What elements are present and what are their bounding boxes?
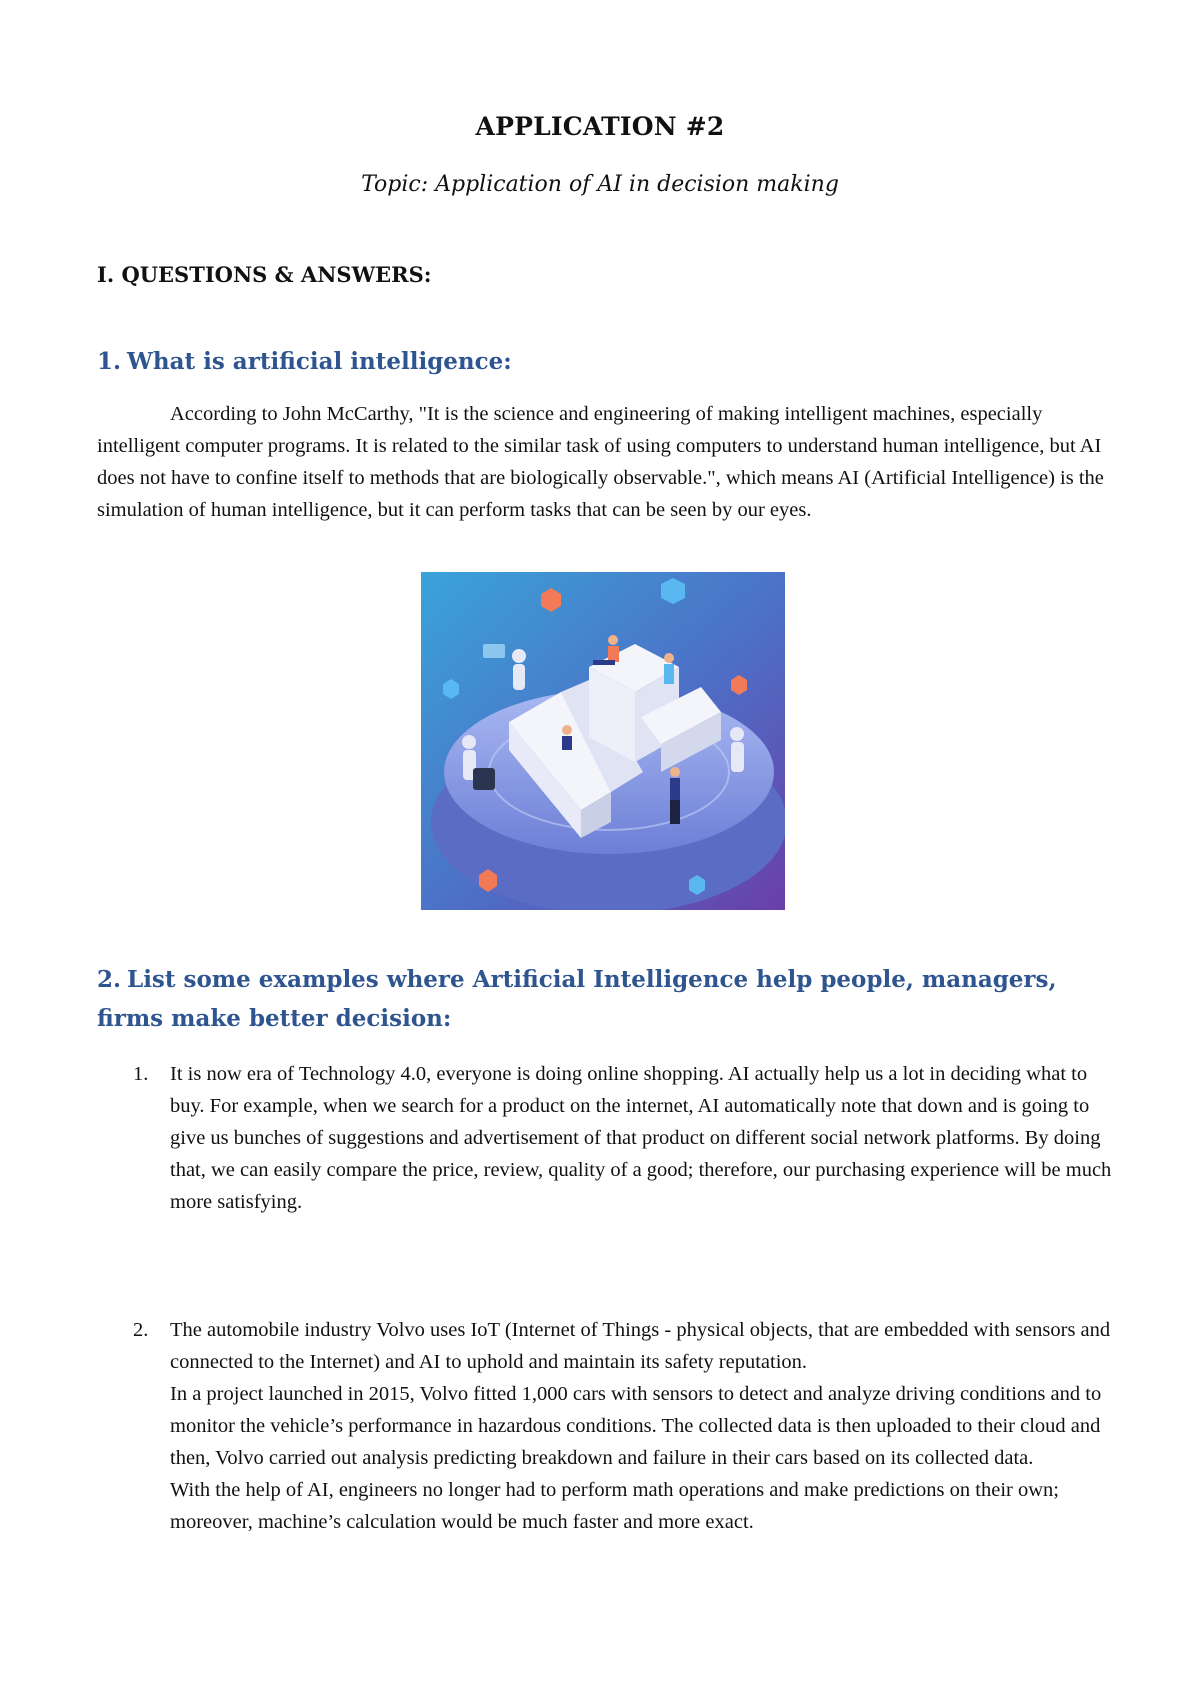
question-2-title: List some examples where Artificial Intelligence help people, managers, firms make better decision:	[97, 966, 1057, 1032]
question-1-title: What is artificial intelligence:	[127, 348, 512, 375]
ai-illustration-graphic	[421, 572, 785, 910]
ai-illustration	[421, 572, 785, 910]
list-item	[97, 1314, 1117, 1538]
examples-list-continued	[97, 1314, 1117, 1538]
list-item-marker: 2.	[133, 1319, 149, 1341]
list-item-text: With the help of AI, engineers no longer had to perform math operations and make predictions on their own; moreover, machine’s calculation would be much faster and more exact.	[170, 1479, 1059, 1533]
list-item-marker: 1.	[133, 1063, 149, 1085]
document-title: APPLICATION #2	[475, 112, 725, 141]
list-item-text: It is now era of Technology 4.0, everyone is doing online shopping. AI actually help us a lot in deciding what to buy. For example, when we search for a product on the internet, AI automatically note that down and is going to give us bunches of suggestions and advertisement of that product on different social network platforms. By doing that, we can easily compare the price, review, quality of a good; therefore, our purchasing experience will be much more satisfying.	[170, 1063, 1112, 1213]
list-item	[97, 1058, 1117, 1218]
question-1-paragraph: According to John McCarthy, "It is the science and engineering of making intelligent machines, especially intelligent computer programs. It is related to the similar task of using computers to understand human intelligence, but AI does not have to confine itself to methods that are biologically observable.", which means AI (Artificial Intelligence) is the simulation of human intelligence, but it can perform tasks that can be seen by our eyes.	[97, 403, 1104, 521]
list-item-text: In a project launched in 2015, Volvo fitted 1,000 cars with sensors to detect and analyze driving conditions and to monitor the vehicle’s performance in hazardous conditions. The collected data is then uploaded to their cloud and then, Volvo carried out analysis predicting breakdown and failure in their cars based on its collected data.	[170, 1383, 1102, 1469]
list-item-text: The automobile industry Volvo uses IoT (Internet of Things - physical objects, that are embedded with sensors and connected to the Internet) and AI to uphold and maintain its safety reputation.	[170, 1319, 1111, 1373]
question-1-heading	[97, 342, 1107, 381]
question-2-number: 2.	[97, 966, 122, 993]
examples-list	[97, 1058, 1117, 1218]
document-topic: Topic: Application of AI in decision making	[361, 172, 839, 197]
question-1-number: 1.	[97, 348, 122, 375]
section-heading: I. QUESTIONS & ANSWERS:	[97, 262, 432, 287]
question-2-heading	[97, 960, 1107, 1038]
